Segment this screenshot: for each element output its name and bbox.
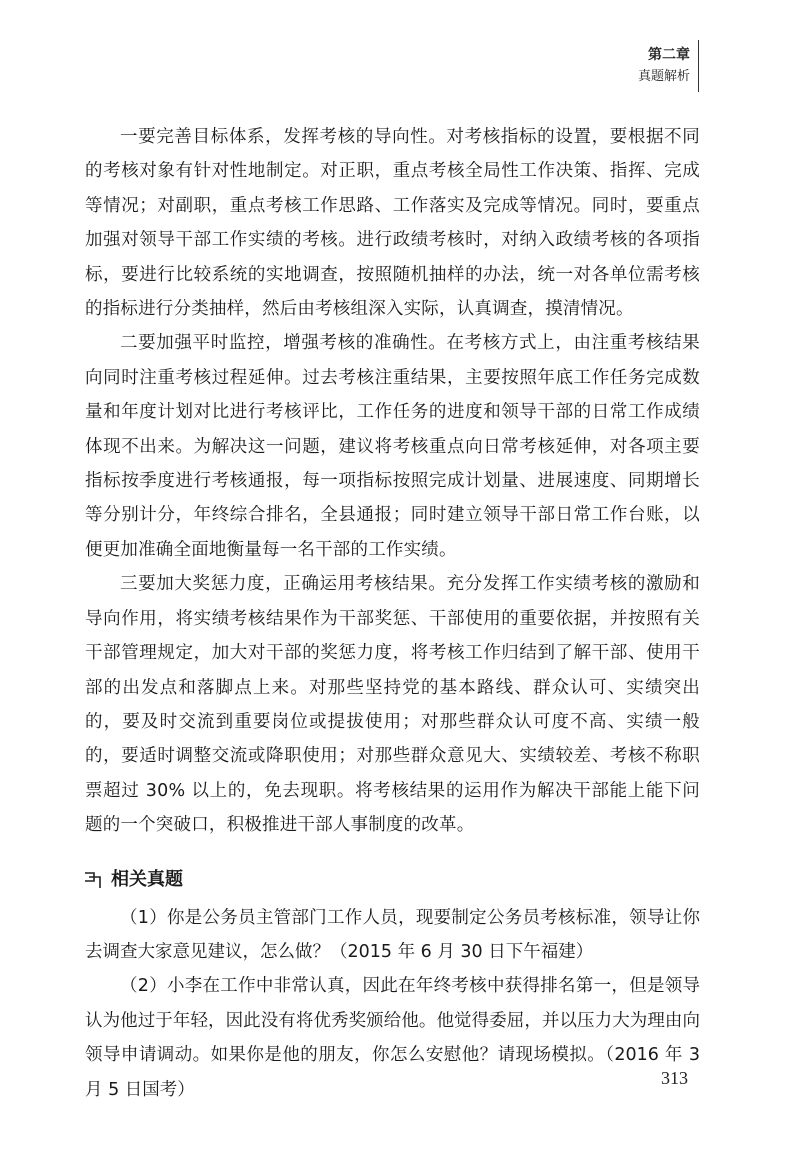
running-header xyxy=(638,44,690,88)
section-marker-icon xyxy=(83,870,103,890)
chapter-subtitle: 真题解析 xyxy=(637,69,690,84)
page-body xyxy=(85,120,700,1107)
paragraph-1: 一要完善目标体系，发挥考核的导向性。对考核指标的设置，要根据不同的考核对象有针对性地制定。对正职，重点考核全局性工作决策、指挥、完成等情况；对副职，重点考核工作思路、工作落实及完成等情况。同时，要重点加强对领导干部工作实绩的考核。进行政绩考核时，对纳入政绩考核的各项指标，要进行比较系统的实地调查，按照随机抽样的办法，统一对各单位需考核的指标进行分类抽样，然后由考核组深入实际，认真调查，摸清情况。 xyxy=(85,127,700,320)
section-heading xyxy=(83,865,700,895)
chapter-label: 第二章 xyxy=(648,47,690,63)
question-1: （1）你是公务员主管部门工作人员，现要制定公务员考核标准，领导让你去调查大家意见建议，怎么做？（2015 年 6 月 30 日下午福建） xyxy=(85,907,700,962)
section-title: 相关真题 xyxy=(111,868,183,890)
paragraph-3: 三要加大奖惩力度，正确运用考核结果。充分发挥工作实绩考核的激励和导向作用，将实绩考核结果作为干部奖惩、干部使用的重要依据，并按照有关干部管理规定，加大对干部的奖惩力度，将考核工作归结到了解干部、使用干部的出发点和落脚点上来。对那些坚持党的基本路线、群众认可、实绩突出的，要及时交流到重要岗位或提拔使用；对那些群众认可度不高、实绩一般的，要适时调整交流或降职使用；对那些群众意见大、实绩较差、考核不称职票超过 30% 以上的，免去现职。将考核结果的运用作为解决干部能上能下问题的一个突破口，积极推进干部人事制度的改革。 xyxy=(85,574,700,836)
paragraph-2: 二要加强平时监控，增强考核的准确性。在考核方式上，由注重考核结果向同时注重考核过程延伸。过去考核注重结果，主要按照年底工作任务完成数量和年度计划对比进行考核评比，工作任务的进度和领导干部的日常工作成绩体现不出来。为解决这一问题，建议将考核重点向日常考核延伸，对各项主要指标按季度进行考核通报，每一项指标按照完成计划量、进展速度、同期增长等分别计分，年终综合排名，全县通报；同时建立领导干部日常工作台账，以便更加准确全面地衡量每一名干部的工作实绩。 xyxy=(85,333,700,560)
question-2: （2）小李在工作中非常认真，因此在年终考核中获得排名第一，但是领导认为他过于年轻，因此没有将优秀奖颁给他。他觉得委屈，并以压力大为理由向领导申请调动。如果你是他的朋友，你怎么安慰他？请现场模拟。（2016 年 3 月 5 日国考） xyxy=(85,976,700,1100)
page-number: 313 xyxy=(661,1068,688,1088)
header-divider xyxy=(698,40,699,92)
